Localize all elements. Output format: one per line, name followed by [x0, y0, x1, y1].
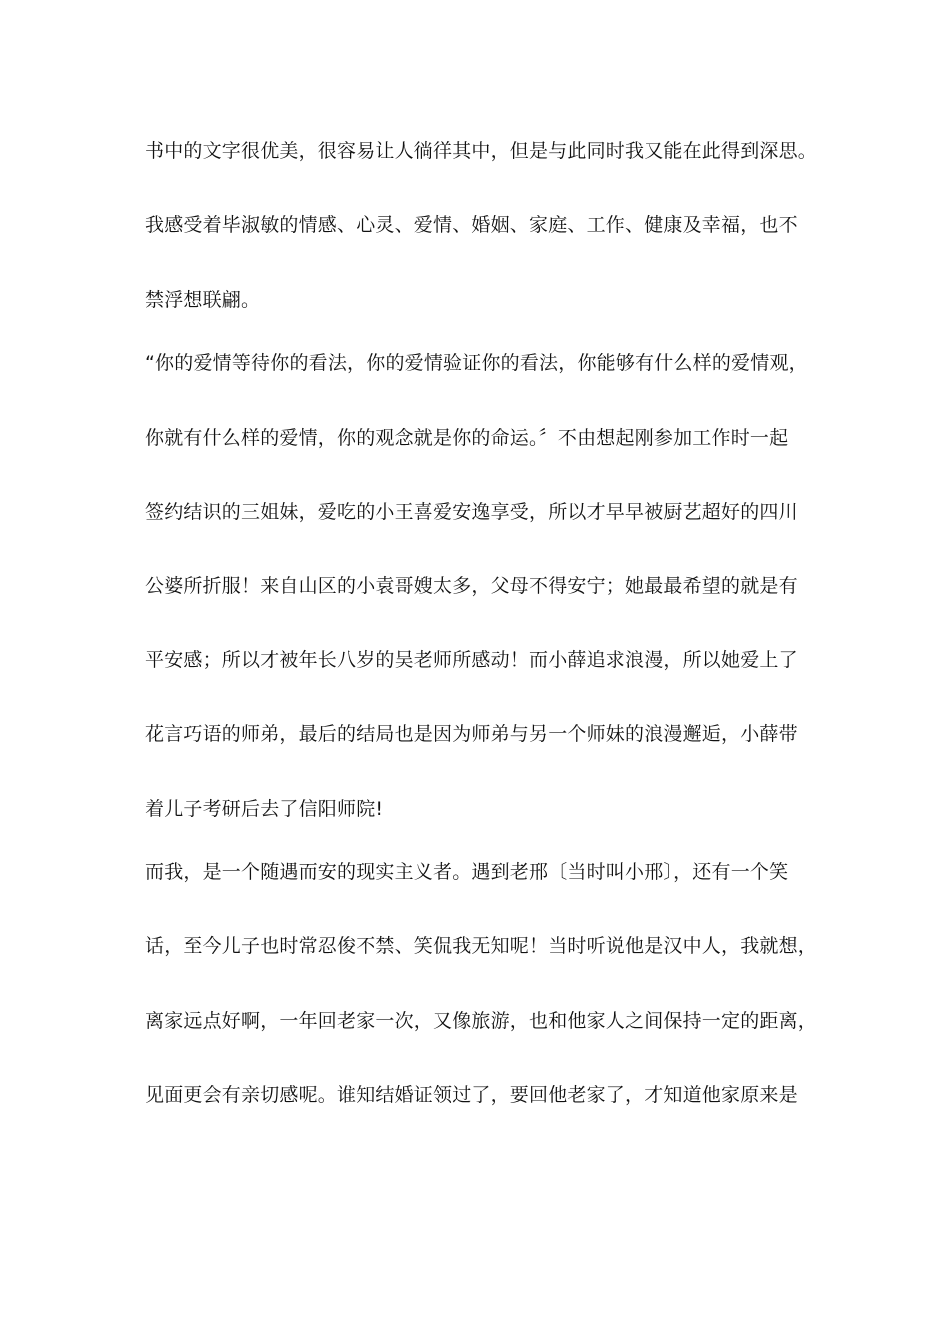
text-line: 书中的文字很优美，很容易让人徜徉其中，但是与此同时我又能在此得到深思。	[145, 140, 818, 162]
text-line: 平安感；所以才被年长八岁的吴老师所感动！而小薛追求浪漫，所以她爱上了	[145, 649, 798, 671]
text-line: 禁浮想联翩。	[145, 289, 261, 311]
text-line: 花言巧语的师弟，最后的结局也是因为师弟与另一个师妹的浪漫邂逅，小薛带	[145, 723, 798, 745]
text-line: 话，至今儿子也时常忍俊不禁、笑侃我无知呢！当时听说他是汉中人，我就想，	[145, 935, 818, 957]
text-line: 签约结识的三姐妹，爱吃的小王喜爱安逸享受，所以才早早被厨艺超好的四川	[145, 501, 798, 523]
text-line: 而我，是一个随遇而安的现实主义者。遇到老邢〔当时叫小邢〕，还有一个笑	[145, 861, 789, 883]
text-line: 你就有什么样的爱情，你的观念就是你的命运。〞不由想起刚参加工作时一起	[145, 427, 789, 449]
text-line: 着儿子考研后去了信阳师院!	[145, 798, 384, 820]
text-line: 我感受着毕淑敏的情感、心灵、爱情、婚姻、家庭、工作、健康及幸福，也不	[145, 214, 798, 236]
text-line: 离家远点好啊，一年回老家一次，又像旅游，也和他家人之间保持一定的距离，	[145, 1010, 818, 1032]
text-line: “你的爱情等待你的看法，你的爱情验证你的看法，你能够有什么样的爱情观，	[145, 352, 808, 374]
text-line: 公婆所折服！来自山区的小袁哥嫂太多，父母不得安宁；她最最希望的就是有	[145, 575, 798, 597]
text-line: 见面更会有亲切感呢。谁知结婚证领过了，要回他老家了，才知道他家原来是	[145, 1084, 798, 1106]
